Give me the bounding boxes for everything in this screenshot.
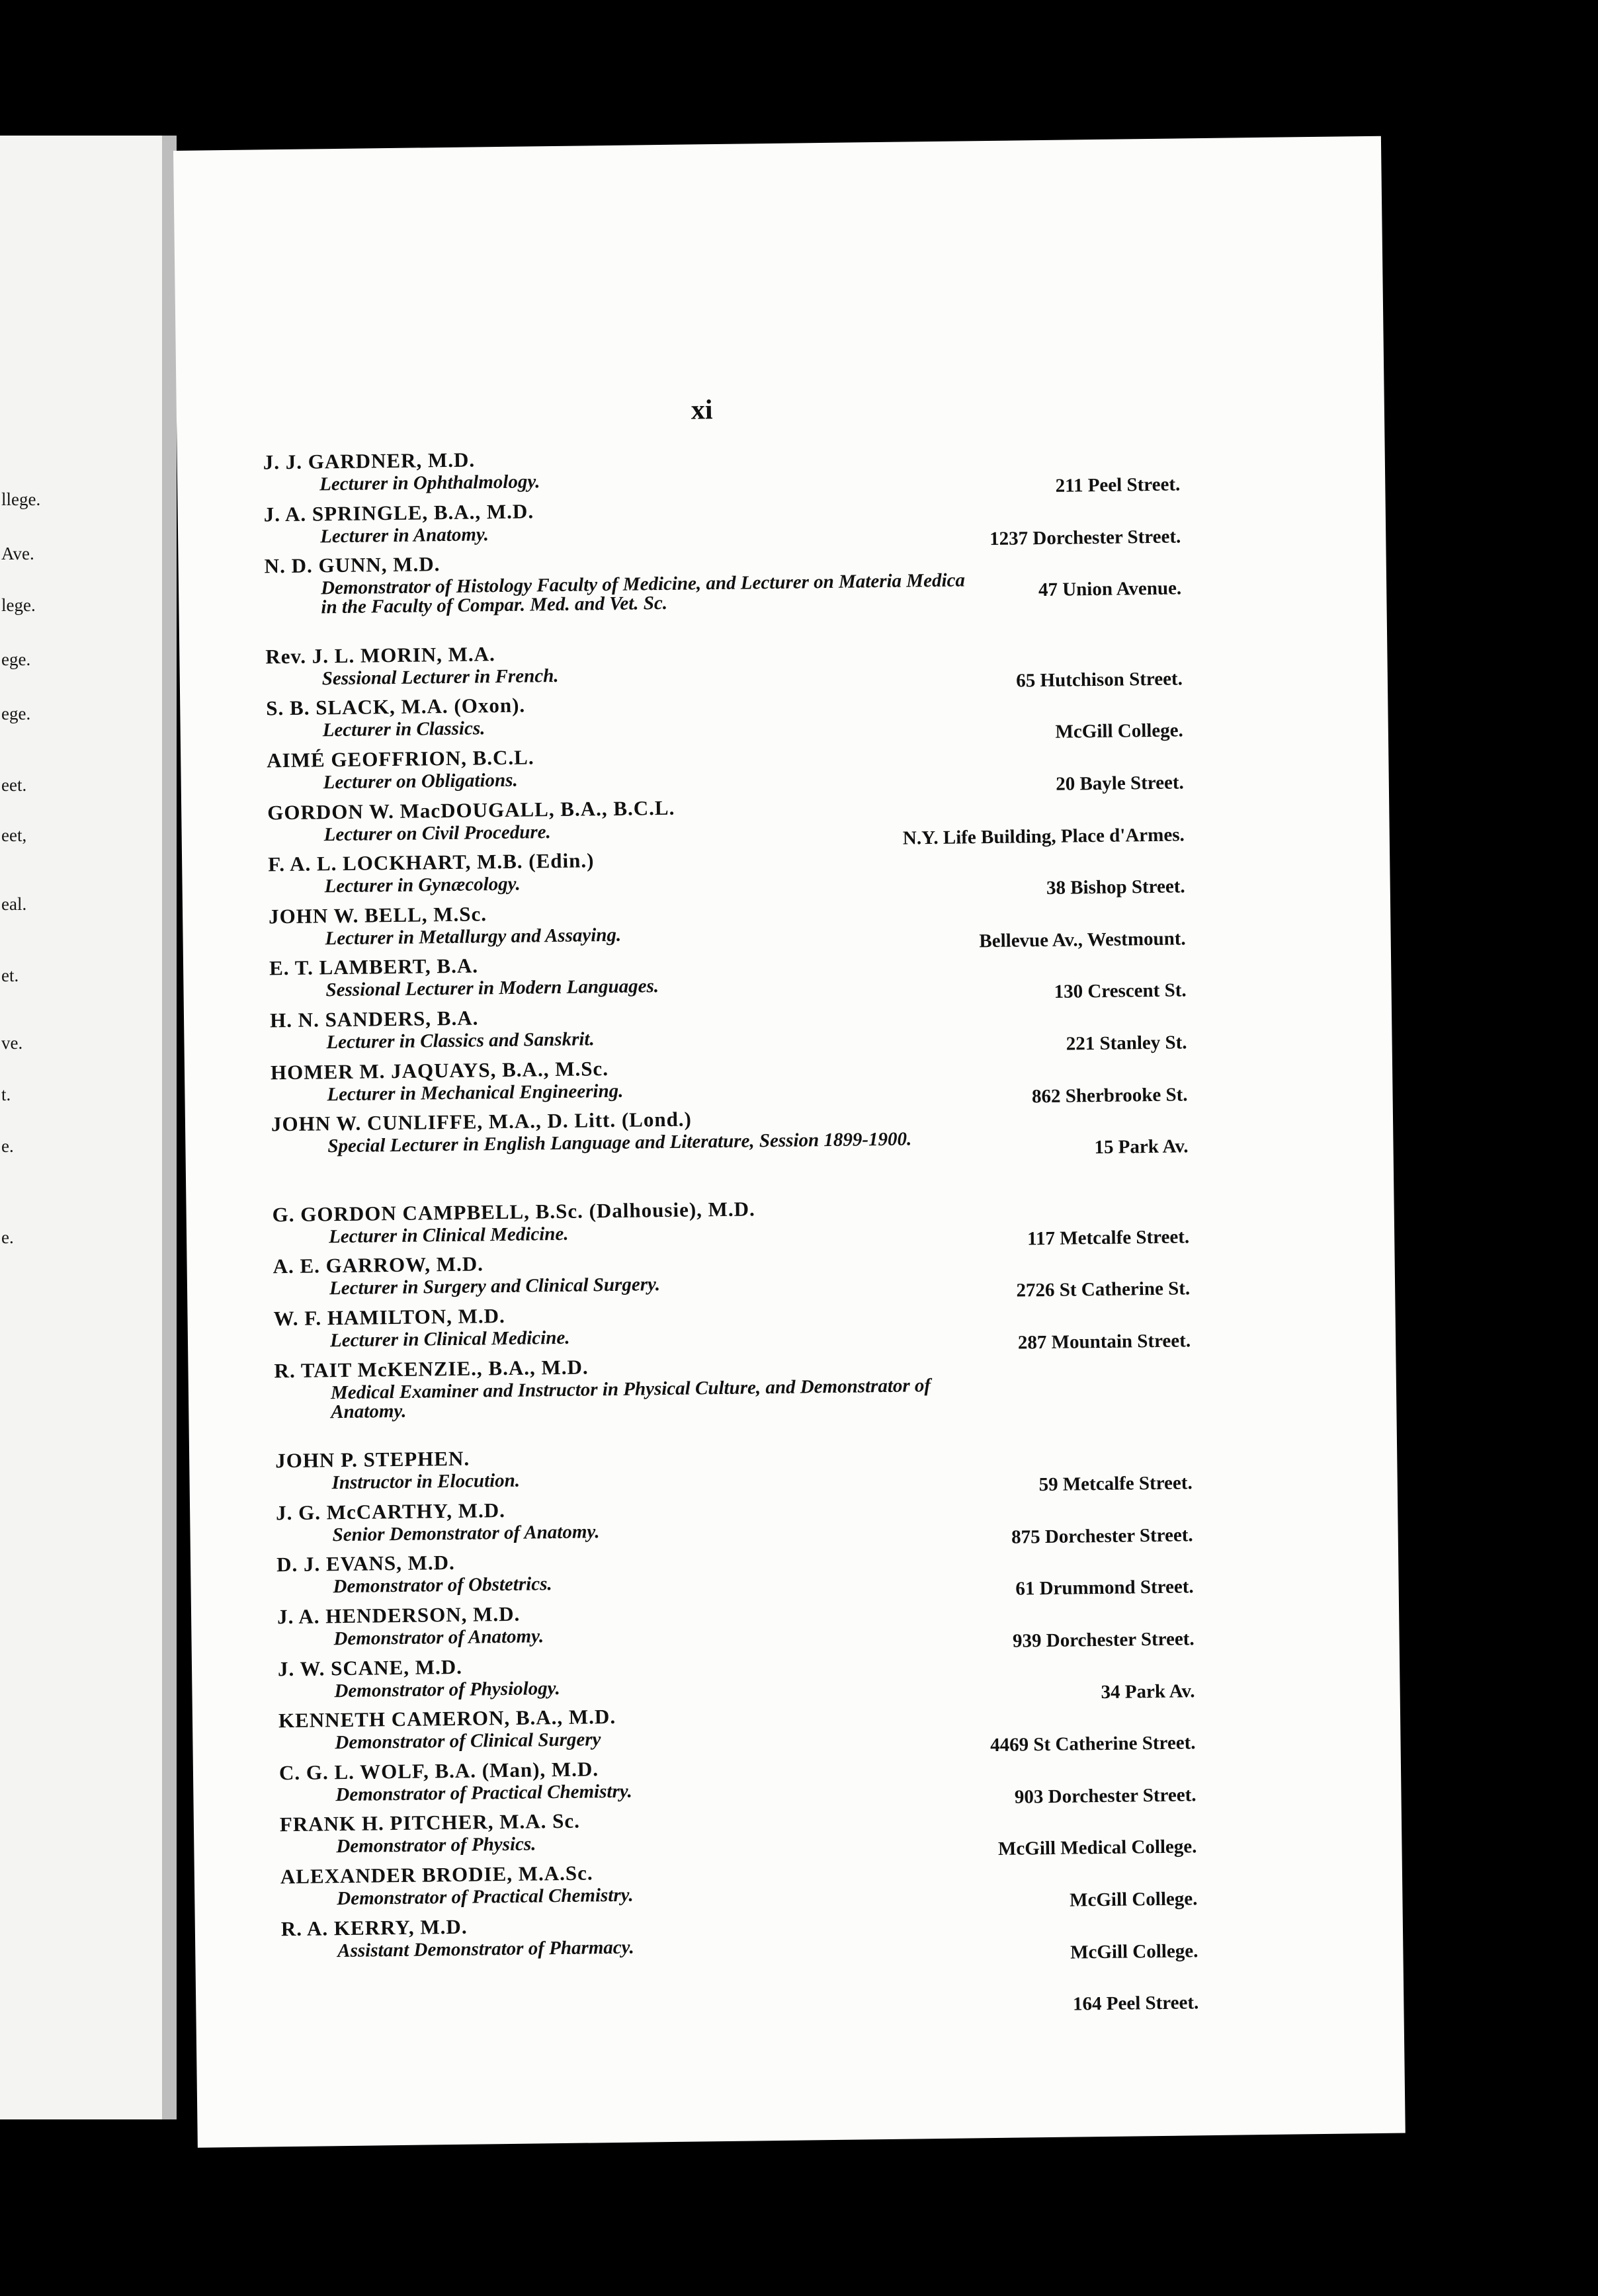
staff-name: J. G. McCARTHY, M.D. xyxy=(275,1498,506,1525)
staff-address: 20 Bayle Street. xyxy=(1056,772,1184,795)
staff-name: KENNETH CAMERON, B.A., M.D. xyxy=(278,1705,616,1733)
facing-page-fragment: e. xyxy=(1,1136,14,1156)
facing-page-fragment: t. xyxy=(1,1085,11,1104)
staff-name: R. A. KERRY, M.D. xyxy=(280,1914,468,1940)
staff-title: Sessional Lecturer in Modern Languages. xyxy=(325,975,659,1001)
staff-name: G. GORDON CAMPBELL, B.Sc. (Dalhousie), M.D. xyxy=(272,1197,756,1227)
staff-address: McGill Medical College. xyxy=(997,1836,1197,1860)
staff-address: 1237 Dorchester Street. xyxy=(989,526,1181,550)
document-page xyxy=(173,136,1406,2148)
staff-name: ALEXANDER BRODIE, M.A.Sc. xyxy=(280,1861,593,1889)
page-gutter xyxy=(162,136,177,2119)
staff-title: Assistant Demonstrator of Pharmacy. xyxy=(337,1936,634,1961)
staff-address: McGill College. xyxy=(1070,1940,1198,1963)
staff-address: 38 Bishop Street. xyxy=(1046,876,1185,899)
staff-title: Lecturer in Anatomy. xyxy=(319,523,489,547)
staff-address: 939 Dorchester Street. xyxy=(1012,1628,1195,1652)
staff-name: FRANK H. PITCHER, M.A. Sc. xyxy=(279,1809,581,1836)
staff-name: J. J. GARDNER, M.D. xyxy=(263,448,476,474)
staff-title: Lecturer in Surgery and Clinical Surgery. xyxy=(329,1274,661,1299)
staff-name: A. E. GARROW, M.D. xyxy=(273,1252,484,1278)
page-number: xi xyxy=(691,395,713,426)
facing-page-fragment: Ave. xyxy=(1,544,34,563)
staff-title: Lecturer in Classics. xyxy=(322,718,485,741)
staff-title: Lecturer in Metallurgy and Assaying. xyxy=(325,924,622,950)
staff-name: C. G. L. WOLF, B.A. (Man), M.D. xyxy=(278,1757,599,1785)
facing-page-fragment: eet, xyxy=(1,825,27,845)
facing-page-fragment: et. xyxy=(1,965,19,985)
staff-title: Lecturer on Obligations. xyxy=(323,769,518,794)
facing-page-edge xyxy=(0,136,167,2119)
staff-title: Lecturer in Mechanical Engineering. xyxy=(327,1080,624,1105)
staff-directory-list xyxy=(177,437,1385,2015)
staff-title: Sessional Lecturer in French. xyxy=(321,665,559,690)
staff-title: Demonstrator of Histology Faculty of Medicine, and Lecturer on Materia Medica in the Faculty of Compar. Med. and Vet. Sc. xyxy=(320,569,966,618)
staff-address: 65 Hutchison Street. xyxy=(1016,668,1183,692)
staff-title: Lecturer on Civil Procedure. xyxy=(323,821,551,845)
staff-address: 287 Mountain Street. xyxy=(1017,1330,1191,1354)
staff-address: 903 Dorchester Street. xyxy=(1014,1784,1197,1808)
staff-title: Special Lecturer in English Language and Literature, Session 1899-1900. xyxy=(327,1128,912,1157)
staff-address: 875 Dorchester Street. xyxy=(1011,1524,1193,1548)
staff-address: 15 Park Av. xyxy=(1094,1135,1189,1159)
staff-title: Lecturer in Clinical Medicine. xyxy=(328,1223,569,1248)
staff-title: Demonstrator of Obstetrics. xyxy=(333,1573,552,1598)
facing-page-fragment: lege. xyxy=(1,595,36,615)
staff-name: J. A. HENDERSON, M.D. xyxy=(276,1602,521,1629)
facing-page-fragment: llege. xyxy=(1,489,41,509)
staff-address: 34 Park Av. xyxy=(1101,1680,1195,1703)
staff-title: Lecturer in Clinical Medicine. xyxy=(329,1327,570,1352)
facing-page-fragment: ve. xyxy=(1,1033,23,1053)
staff-name: JOHN W. BELL, M.Sc. xyxy=(268,902,487,928)
facing-page-fragment: e. xyxy=(1,1227,14,1247)
staff-address: 59 Metcalfe Street. xyxy=(1038,1472,1193,1496)
staff-address: 130 Crescent St. xyxy=(1054,979,1187,1003)
facing-page-fragment: ege. xyxy=(1,704,31,723)
staff-address: 862 Sherbrooke St. xyxy=(1031,1083,1188,1107)
staff-name: AIMÉ GEOFFRION, B.C.L. xyxy=(267,745,534,772)
staff-name: GORDON W. MacDOUGALL, B.A., B.C.L. xyxy=(267,796,675,824)
staff-address: 164 Peel Street. xyxy=(1072,1992,1199,2015)
staff-address: 61 Drummond Street. xyxy=(1015,1576,1194,1600)
staff-title xyxy=(338,1985,986,1993)
staff-address: 211 Peel Street. xyxy=(1055,473,1181,497)
staff-name: J. W. SCANE, M.D. xyxy=(277,1655,463,1680)
staff-address: 221 Stanley St. xyxy=(1066,1032,1187,1055)
staff-address: 2726 St Catherine St. xyxy=(1016,1278,1191,1301)
staff-title: Medical Examiner and Instructor in Physical Culture, and Demonstrator of Anatomy. xyxy=(330,1374,931,1422)
facing-page-fragment: eet. xyxy=(1,775,27,795)
staff-title: Demonstrator of Practical Chemistry. xyxy=(337,1884,634,1910)
staff-name: HOMER M. JAQUAYS, B.A., M.Sc. xyxy=(270,1056,609,1084)
staff-title: Lecturer in Ophthalmology. xyxy=(319,471,540,495)
staff-name: R. TAIT McKENZIE., B.A., M.D. xyxy=(274,1355,589,1382)
staff-title: Demonstrator of Physiology. xyxy=(334,1677,560,1702)
staff-address: 4469 St Catherine Street. xyxy=(989,1732,1196,1756)
staff-name: W. F. HAMILTON, M.D. xyxy=(273,1304,505,1331)
staff-name: E. T. LAMBERT, B.A. xyxy=(269,954,479,980)
staff-title: Instructor in Elocution. xyxy=(331,1469,521,1494)
staff-name: JOHN W. CUNLIFFE, M.A., D. Litt. (Lond.) xyxy=(271,1107,693,1136)
staff-name: D. J. EVANS, M.D. xyxy=(276,1551,455,1577)
staff-title: Demonstrator of Practical Chemistry. xyxy=(335,1780,632,1805)
directory-entry xyxy=(177,437,1385,497)
staff-name: Rev. J. L. MORIN, M.A. xyxy=(265,641,496,669)
staff-name: S. B. SLACK, M.A. (Oxon). xyxy=(266,693,526,720)
staff-title: Lecturer in Classics and Sanskrit. xyxy=(326,1028,595,1053)
staff-name: J. A. SPRINGLE, B.A., M.D. xyxy=(263,499,534,526)
staff-title: Demonstrator of Anatomy. xyxy=(333,1625,544,1650)
staff-title: Lecturer in Gynæcology. xyxy=(324,873,521,897)
staff-name: JOHN P. STEPHEN. xyxy=(274,1446,470,1473)
staff-name: F. A. L. LOCKHART, M.B. (Edin.) xyxy=(267,848,595,876)
directory-entry xyxy=(186,1189,1394,1250)
staff-name: H. N. SANDERS, B.A. xyxy=(269,1006,479,1032)
staff-address: 117 Metcalfe Street. xyxy=(1027,1226,1190,1250)
staff-address: McGill College. xyxy=(1069,1888,1198,1911)
staff-title: Demonstrator of Physics. xyxy=(336,1833,536,1858)
facing-page-fragment: ege. xyxy=(1,649,31,669)
staff-address: 47 Union Avenue. xyxy=(1038,577,1182,601)
staff-address: Bellevue Av., Westmount. xyxy=(979,928,1186,952)
directory-entry xyxy=(189,1436,1397,1496)
staff-title: Senior Demonstrator of Anatomy. xyxy=(332,1521,600,1546)
staff-address: N.Y. Life Building, Place d'Armes. xyxy=(902,823,1185,849)
facing-page-fragment: eal. xyxy=(1,894,27,914)
directory-entry xyxy=(179,631,1387,692)
staff-name: N. D. GUNN, M.D. xyxy=(264,552,441,578)
staff-address: McGill College. xyxy=(1055,719,1184,743)
staff-title: Demonstrator of Clinical Surgery xyxy=(335,1729,601,1754)
